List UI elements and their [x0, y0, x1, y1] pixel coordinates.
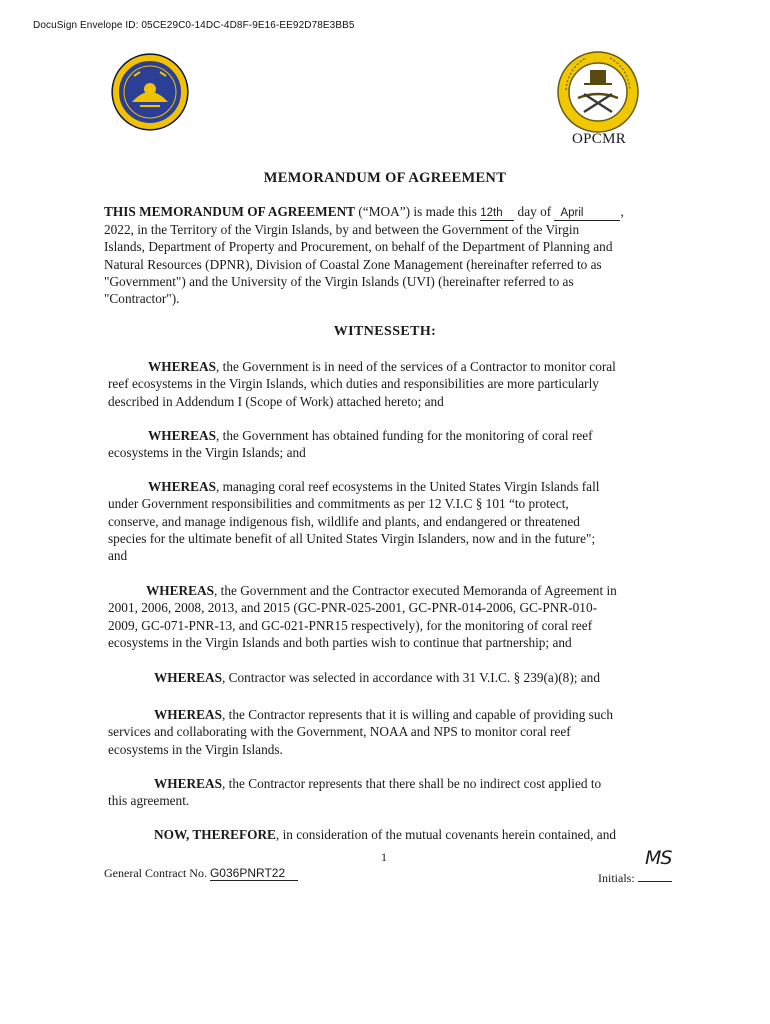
intro-paragraph [104, 203, 624, 307]
whereas-line: under Government responsibilities and commitments as per 12 V.I.C § 101 “to protect, [108, 496, 569, 512]
whereas-text: , managing coral reef ecosystems in the United States Virgin Islands fall [215, 479, 600, 494]
whereas-text: , the Government has obtained funding for the monitoring of coral reef [215, 428, 593, 443]
now-therefore-clause [108, 826, 616, 843]
whereas-text: , the Government and the Contractor executed Memoranda of Agreement in [213, 583, 617, 598]
initials-label: Initials: [598, 871, 638, 885]
agency-abbreviation: OPCMR [572, 131, 627, 147]
intro-line: Islands, Department of Property and Procurement, on behalf of the Department of Planning and [104, 239, 613, 255]
intro-line: Natural Resources (DPNR), Division of Coastal Zone Management (hereinafter referred to as [104, 256, 602, 272]
whereas-text: , Contractor was selected in accordance with 31 V.I.C. § 239(a)(8); and [221, 670, 600, 685]
whereas-text: , the Contractor represents that it is willing and capable of providing such [221, 707, 614, 722]
intro-line: "Government") and the University of the Virgin Islands (UVI) (hereinafter referred to as [104, 273, 574, 289]
whereas-line: described in Addendum I (Scope of Work) attached hereto; and [108, 393, 444, 409]
intro-text: (“MOA”) is made this [355, 204, 481, 219]
whereas-lead: WHEREAS [154, 670, 222, 685]
whereas-lead: WHEREAS [148, 479, 216, 494]
whereas-line: 2001, 2006, 2008, 2013, and 2015 (GC-PNR-025-2001, GC-PNR-014-2006, GC-PNR-010- [108, 600, 598, 616]
whereas-line: 2009, GC-071-PNR-13, and GC-021-PNR15 respectively), for the monitoring of coral reef [108, 617, 593, 633]
document-title: MEMORANDUM OF AGREEMENT [263, 170, 507, 186]
contract-number: G036PNRT22 [210, 867, 298, 881]
now-therefore-text: , in consideration of the mutual covenants herein contained, and [275, 827, 616, 842]
whereas-line: ecosystems in the Virgin Islands; and [108, 445, 306, 461]
page-number: 1 [381, 850, 387, 864]
whereas-clause [108, 775, 601, 810]
whereas-lead: WHEREAS [148, 428, 216, 443]
property-procurement-seal-icon [556, 50, 640, 134]
whereas-lead: WHEREAS [148, 359, 216, 374]
whereas-clause [108, 358, 616, 410]
intro-line [104, 203, 624, 221]
envelope-id: DocuSign Envelope ID: 05CE29C0-14DC-4D8F-9E16-EE92D78E3BB5 [33, 20, 355, 31]
intro-line: 2022, in the Territory of the Virgin Islands, by and between the Government of the Virgin [104, 222, 580, 237]
initials-field [598, 869, 672, 886]
whereas-line: ecosystems in the Virgin Islands and both parties wish to continue that partnership; and [108, 634, 572, 650]
whereas-clause [108, 478, 599, 564]
contract-label: General Contract No. [104, 866, 210, 880]
month-field: April [554, 207, 620, 221]
whereas-lead: WHEREAS [154, 776, 222, 791]
witnesseth-heading: WITNESSETH: [333, 324, 437, 339]
whereas-clause [108, 582, 617, 651]
intro-lead: THIS MEMORANDUM OF AGREEMENT [104, 204, 356, 219]
intro-text: day of [514, 204, 555, 219]
whereas-text: , the Government is in need of the services of a Contractor to monitor coral [215, 359, 616, 374]
whereas-line: species for the ultimate benefit of all United States Virgin Islanders, now and in the future"; [108, 530, 596, 546]
whereas-lead: WHEREAS [154, 707, 222, 722]
whereas-clause [108, 669, 600, 686]
whereas-line: ecosystems in the Virgin Islands. [108, 741, 283, 757]
whereas-line: conserve, and manage indigenous fish, wildlife and plants, and endangered or threatened [108, 513, 580, 529]
intro-line: "Contractor"). [104, 291, 180, 307]
whereas-clause [108, 427, 593, 462]
whereas-line: services and collaborating with the Government, NOAA and NPS to monitor coral reef [108, 724, 571, 740]
initials-signature: MS [645, 847, 672, 869]
whereas-lead: WHEREAS [146, 583, 214, 598]
whereas-text: , the Contractor represents that there shall be no indirect cost applied to [221, 776, 602, 791]
intro-text: , [620, 204, 624, 219]
government-seal-icon [110, 52, 190, 132]
contract-number-line [104, 866, 298, 881]
day-field: 12th [480, 207, 514, 221]
now-therefore-lead: NOW, THEREFORE [154, 827, 276, 842]
whereas-line: this agreement. [108, 793, 190, 809]
initials-line [638, 869, 672, 882]
whereas-line: and [108, 548, 128, 564]
whereas-line: reef ecosystems in the Virgin Islands, which duties and responsibilities are more particularly [108, 376, 599, 392]
whereas-clause [108, 706, 613, 758]
